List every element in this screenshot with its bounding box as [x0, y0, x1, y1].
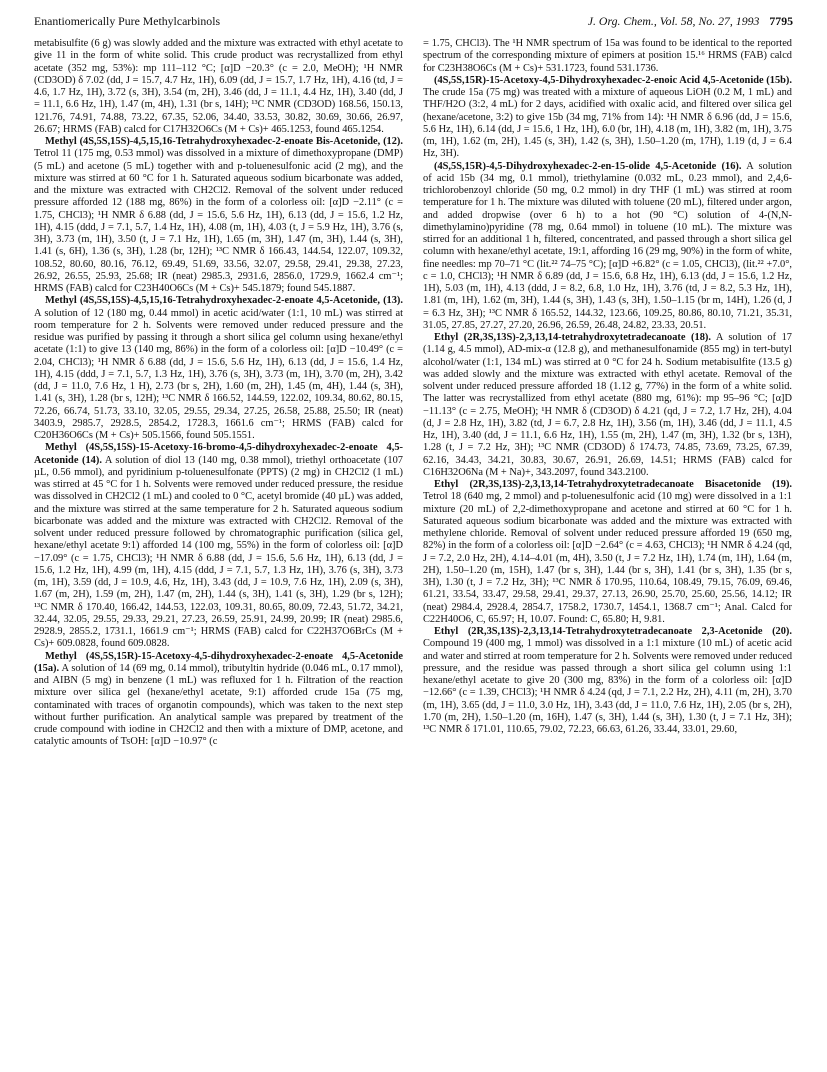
left-column: [34, 38, 403, 1064]
right-column: [423, 38, 792, 1064]
paragraph: [34, 442, 403, 650]
paragraph-body: A solution of 17 (1.14 g, 4.5 mmol), AD-mix-α (12.8 g), and methanesulfonamide (855 mg) in tert-butyl alcohol/water (1:1, 134 mL) was stirred at 0 °C for 24 h. Sodium metabisulfite (13.5 g) was added slowly and the mixture was extracted with ethyl acetate. Removal of the solvent under reduced pressure afforded 18 (1.12 g, 77%) in the form of a white solid. The latter was recrystallized from ethyl acetate (880 mg, 61%): mp 95–96 °C; [α]D −11.13° (c = 2.75, MeOH); ¹H NMR δ (CD3OD) δ 4.21 (qd, J = 7.2, 1.7 Hz, 2H), 4.04 (d, J = 2.8 Hz, 1H), 3.82 (td, J = 6.7, 2.8 Hz, 1H), 3.56 (m, 1H), 3.46 (dd, J = 11.1, 4.5 Hz, 1H), 3.40 (dd, J = 11.1, 6.6 Hz, 1H), 1.55 (m, 2H), 1.47 (m, 3H), 1.32 (br s, 13H), 1.28 (t, J = 7.2 Hz, 3H); ¹³C NMR (CD3OD) δ 174.73, 74.85, 73.69, 73.25, 67.39, 62.16, 34.43, 34.21, 30.83, 30.67, 26.91, 26.69, 14.51; HRMS (FAB) calcd for C16H32O6Na (M + Na)+, 343.2097, found 343.2100.: [423, 332, 792, 478]
paragraph-body: A solution of diol 13 (140 mg, 0.38 mmol), triethyl orthoacetate (107 µL, 0.56 mmol), and pyridinium p-toluenesulfonate (PPTS) (2 mg) in CH2Cl2 (1 mL) was stirred at 45 °C for 1 h. Solvents were removed under reduced pressure, the residue was dissolved in CH2Cl2 (1 mL) and cooled to 0 °C, acetyl bromide (40 µL) was added, and the mixture was stirred at the same temperature for 2 h. Saturated aqueous sodium bicarbonate was added and the mixture was extracted with CH2Cl2. Removal of the solvent under reduced pressure followed by chromatographic purification (silica gel, hexane/ethyl acetate 9:1) afforded 14 (100 mg, 55%) in the form of colorless oil: [α]D −17.09° (c = 1.75, CHCl3); ¹H NMR δ 6.88 (dd, J = 15.6, 5.6 Hz, 1H), 6.13 (dd, J = 15.6, 1.2 Hz, 1H), 4.99 (m, 1H), 4.15 (ddd, J = 7.1, 5.7, 1.3 Hz, 1H), 3.76 (s, 3H), 3.73 (m, 1H), 3.59 (dd, J = 10.9, 4.6, Hz, 1H), 3.43 (dd, J = 10.9, 7.6 Hz, 1H), 2.09 (s, 3H), 1.67 (m, 2H), 1.59 (m, 2H), 1.47 (m, 2H), 1.44 (s, 3H), 1.41 (s, 3H), 1.29 (br s, 12H); ¹³C NMR δ 170.40, 166.42, 144.53, 122.03, 109.31, 80.65, 80.09, 72.43, 51.72, 34.21, 32.44, 32.05, 29.55, 29.33, 29.21, 27.23, 26.59, 25.91, 24.99, 20.99; IR (neat) 2985.6, 2928.9, 2855.2, 1731.1, 1661.9 cm⁻¹; HRMS (FAB) calcd for C22H37O6BrCs (M + Cs)+ 609.0828, found 609.0828.: [34, 454, 403, 650]
paragraph: [34, 38, 403, 136]
paragraph-body: A solution of 12 (180 mg, 0.44 mmol) in acetic acid/water (1:1, 10 mL) was stirred at room temperature for 2 h. Solvents were removed under reduced pressure and the residue was purified by passing it through a short silica gel column using hexane/ethyl acetate (1:1) to give 13 (140 mg, 86%) in the form of a colorless oil: [α]D −10.49° (c = 2.04, CHCl3); ¹H NMR δ 6.88 (dd, J = 15.6, 5.6 Hz, 1H), 6.13 (dd, J = 15.6, 1.4 Hz, 1H), 4.15 (ddd, J = 7.1, 5.7, 1.3 Hz, 1H), 3.76 (s, 3H), 3.73 (m, 1H), 3.70 (m, 2H), 3.42 (dd, J = 11.0, 7.6 Hz, 1 H), 2.73 (br s, 2H), 1.60 (m, 2H), 1.45 (m, 4H), 1.44 (s, 3H), 1.41 (s, 3H), 1.28 (br s, 12H); ¹³C NMR δ 166.52, 144.59, 122.02, 109.34, 80.62, 80.15, 72.26, 66.74, 51.73, 33.10, 32.05, 29.55, 29.34, 27.25, 26.58, 25.88, 25.50; IR (neat) 3403.9, 2985.7, 2928.5, 2854.2, 1728.3, 1661.6 cm⁻¹; HRMS (FAB) calcd for C20H36O6Cs (M + Cs)+ 505.1566, found 505.1551.: [34, 307, 403, 441]
compound-heading: Ethyl (2R,3S,13S)-2,3,13,14-Tetrahydroxytetradecanoate 2,3-Acetonide (20).: [434, 626, 792, 637]
paragraph: [423, 161, 792, 333]
compound-heading: Methyl (4S,5S,15R)-15-Acetoxy-4,5-dihydroxyhexadec-2-enoate 4,5-Acetonide (15a).: [34, 650, 403, 674]
journal-reference: J. Org. Chem., Vol. 58, No. 27, 1993: [587, 14, 760, 28]
compound-heading: Ethyl (2R,3S,13S)-2,3,13,14-tetrahydroxytetradecanoate (18).: [434, 332, 711, 343]
compound-heading: Methyl (4S,5S,15S)-4,5,15,16-Tetrahydroxyhexadec-2-enoate Bis-Acetonide, (12).: [45, 136, 403, 147]
paragraph: [423, 38, 792, 75]
running-title: Enantiomerically Pure Methylcarbinols: [34, 14, 221, 28]
page-number: 7795: [769, 14, 793, 28]
paragraph: [423, 626, 792, 736]
paragraph: [34, 136, 403, 295]
paragraph: [423, 75, 792, 161]
paragraph-body: Compound 19 (400 mg, 1 mmol) was dissolved in a 1:1 mixture (10 mL) of acetic acid and water and stirred at room temperature for 2 h. Solvents were removed under reduced pressure, and the residue was passed through a short silica gel column using 1:1 hexane/ethyl acetate to give 20 (300 mg, 83%) in the form of a colorless oil: [α]D −12.66° (c = 1.39, CHCl3); ¹H NMR δ 4.24 (qd, J = 7.1, 2.2 Hz, 2H), 4.11 (m, 2H), 3.70 (m, 1H), 3.65 (dd, J = 11.0, 3.0 Hz, 1H), 3.43 (dd, J = 11.0, 7.6 Hz, 1H), 2.05 (br s, 2H), 1.70 (m, 2H), 1.50–1.20 (m, 16H), 1.47 (s, 3H), 1.44 (s, 3H), 1.30 (t, J = 7.1 Hz, 3H); ¹³C NMR δ 171.01, 110.65, 79.02, 72.23, 66.63, 61.26, 33.44, 33.01, 29.60,: [423, 638, 792, 735]
compound-heading: Ethyl (2R,3S,13S)-2,3,13,14-Tetrahydroxytetradecanoate Bisacetonide (19).: [434, 479, 792, 490]
compound-heading: Methyl (4S,5S,15S)-15-Acetoxy-16-bromo-4,5-dihydroxyhexadec-2-enoate 4,5-Acetonide (14).: [34, 442, 403, 466]
compound-heading: (4S,5S,15R)-4,5-Dihydroxyhexadec-2-en-15-olide 4,5-Acetonide (16).: [434, 160, 742, 172]
paragraph: [423, 332, 792, 479]
paragraph: [34, 295, 403, 442]
paragraph: [423, 479, 792, 626]
paragraph-body: A solution of acid 15b (34 mg, 0.1 mmol), triethylamine (0.032 mL, 0.23 mmol), and 2,4,6-trichlorobenzoyl chloride (50 mg, 0.2 mmol) in dry THF (1 mL) was stirred at room temperature for 1 h. The mixture was diluted with toluene (20 mL), filtered under argon, and added dropwise (over 6 h) to a hot (90 °C) solution of 4-(N,N-dimethylamino)pyridine (78 mg, 0.64 mmol) in toluene (10 mL). The mixture was stirred for an additional 1 h, filtered, concentrated, and passed through a short silica gel column with hexane/ethyl acetate, 19:1, affording 16 (29 mg, 90%) in the form of white, fine needles: mp 70–71 °C (lit.²² 74–75 °C); [α]D +6.82° (c = 1.05, CHCl3), (lit.²² +7.0°, c = 1.0, CHCl3); ¹H NMR δ 6.89 (dd, J = 15.6, 6.8 Hz, 1H), 6.13 (dd, J = 15.6, 1.2 Hz, 1H), 5.03 (m, 1H), 4.13 (ddd, J = 8.2, 6.8, 1.0 Hz, 1H), 3.76 (td, J = 8.2, 5.3 Hz, 1H), 1.81 (m, 1H), 1.62 (m, 3H), 1.44 (s, 3H), 1.43 (s, 3H), 1.50–1.15 (br m, 14H), 1.26 (d, J = 6.3 Hz, 3H); ¹³C NMR δ 165.52, 144.32, 123.66, 109.25, 80.86, 80.10, 71.21, 35.31, 31.05, 27.85, 27.27, 27.20, 26.96, 26.59, 26.48, 24.82, 23.33, 20.51.: [423, 160, 792, 331]
running-header: [34, 14, 793, 34]
paragraph-body: The crude 15a (75 mg) was treated with a mixture of aqueous LiOH (0.2 M, 1 mL) and THF/H2O (3:2, 4 mL) for 2 days, acidified with oxalic acid, and filtered over silica gel (hexane/acetone, 3:2) to give 15b (34 mg, 71% from 14): ¹H NMR δ 6.96 (dd, J = 15.6, 5.6 Hz, 1H), 6.14 (dd, J = 15.6, 1 Hz, 1H), 6.0 (br, 1H), 4.18 (m, 1H), 3.82 (m, 1H), 3.75 (m, 1H), 1.62 (m, 2H), 1.45 (s, 3H), 1.42 (s, 3H), 1.50–1.20 (m, 17H), 1.19 (d, J = 6.4 Hz, 3H).: [423, 87, 792, 160]
paragraph-body: Tetrol 11 (175 mg, 0.53 mmol) was dissolved in a mixture of dimethoxypropane (DMP) (5 mL) and acetone (5 mL) together with and p-toluenesulfonic acid (2 mg), and the mixture was stirred at 60 °C for 1 h. Saturated aqueous sodium bicarbonate was added, and the mixture was extracted with CH2Cl2. Removal of the solvent under reduced pressure afforded 12 (188 mg, 86%) in the form of a colorless oil: [α]D −2.11° (c = 1.75, CHCl3); ¹H NMR δ 6.88 (dd, J = 15.6, 5.6 Hz, 1H), 6.13 (dd, J = 15.6, 1.2 Hz, 1H), 4.15 (ddd, J = 7.1, 5.7, 1.4 Hz, 1H), 4.08 (m, 1H), 4.03 (t, J = 5.9 Hz, 1H), 3.76 (s, 3H), 3.73 (m, 1H), 3.50 (t, J = 7.1 Hz, 1H), 1.65 (m, 3H), 1.47 (m, 3H), 1.44 (s, 3H), 1.41 (s, 6H), 1.36 (s, 3H), 1.28 (br, 12H); ¹³C NMR δ 166.43, 144.54, 122.07, 109.32, 108.52, 80.60, 80.16, 76.12, 69.49, 51.69, 33.56, 32.07, 29.58, 29.41, 29.38, 27.23, 26.92, 26.55, 25.93, 25.68; IR (neat) 2985.3, 2931.6, 2856.0, 1729.9, 1662.4 cm⁻¹; HRMS (FAB) calcd for C23H40O6Cs (M + Cs)+ 545.1879; found 545.1887.: [34, 148, 403, 294]
compound-heading: (4S,5S,15R)-15-Acetoxy-4,5-Dihydroxyhexadec-2-enoic Acid 4,5-Acetonide (15b).: [434, 74, 792, 86]
paragraph-body: = 1.75, CHCl3). The ¹H NMR spectrum of 15a was found to be identical to the reported spectrum of the corresponding mixture of epimers at position 15.¹⁶ HRMS (FAB) calcd for C23H38O6Cs (M + Cs)+ 531.1723, found 531.1736.: [423, 38, 792, 74]
compound-heading: Methyl (4S,5S,15S)-4,5,15,16-Tetrahydroxyhexadec-2-enoate 4,5-Acetonide, (13).: [45, 295, 403, 307]
paragraph: [34, 651, 403, 749]
paragraph-body: Tetrol 18 (640 mg, 2 mmol) and p-toluenesulfonic acid (10 mg) were dissolved in a 1:1 mixture (20 mL) of 2,2-dimethoxypropane and acetone and stirred at 60 °C for 1 h. Saturated aqueous sodium bicarbonate was added and the mixture was extracted with methylene chloride. Removal of solvent under reduced pressure afforded 19 (650 mg, 82%) in the form of a colorless oil: [α]D −2.64° (c = 4.63, CHCl3); ¹H NMR δ 4.24 (qd, J = 7.2, 2.0 Hz, 2H), 4.14–4.01 (m, 4H), 3.50 (t, J = 7.2 Hz, 1H), 1.74 (m, 1H), 1.64 (m, 2H), 1.50–1.20 (m, 15H), 1.47 (br s, 3H), 1.44 (br s, 3H), 1.41 (br s, 3H), 1.35 (br s, 3H), 1.30 (t, J = 7.2 Hz, 3H); ¹³C NMR δ 170.95, 110.64, 108.49, 79.15, 76.09, 69.46, 61.21, 33.54, 33.47, 29.58, 29.41, 29.37, 27.13, 26.90, 25.70, 25.60, 25.56, 14.12; IR (neat) 2984.4, 2928.4, 2854.7, 1758.2, 1730.7, 1454.1, 1368.7 cm⁻¹; Anal. Calcd for C22H40O6, C, 65.97; H, 10.07. Found: C, 65.80; H, 9.81.: [423, 491, 792, 625]
text-columns: [34, 38, 793, 1064]
journal-citation: [588, 14, 793, 29]
paragraph-body: metabisulfite (6 g) was slowly added and the mixture was extracted with ethyl acetate to give 11 in the form of white solid. This crude product was recrystallized from ethyl acetate (352 mg, 53%): mp 111–112 °C; [α]D −20.3° (c = 2.0, MeOH); ¹H NMR (CD3OD) δ 7.02 (dd, J = 15.7, 4.7 Hz, 1H), 6.09 (dd, J = 15.7, 1.7 Hz, 1H), 4.16 (td, J = 4.6, 1.7 Hz, 1H), 3.72 (s, 3H), 3.54 (m, 2H), 3.46 (dd, J = 11.1, 4.4 Hz, 1H), 3.40 (dd, J = 11.1, 6.6 Hz, 1H), 1.47 (m, 4H), 1.31 (br s, 14H); ¹³C NMR (CD3OD) 168.56, 150.13, 121.76, 74.91, 74.88, 73.22, 67.35, 52.06, 34.40, 33.53, 30.82, 30.69, 30.66, 26.97, 26.67; HRMS (FAB) calcd for C17H32O6Cs (M + Cs)+ 465.1253, found 465.1254.: [34, 38, 403, 135]
paragraph-body: A solution of 14 (69 mg, 0.14 mmol), tributyltin hydride (0.046 mL, 0.17 mmol), and AIBN (5 mg) in benzene (1 mL) was refluxed for 1 h. Filtration of the reaction mixture over silica gel (hexane/ethyl acetate, 9:1) afforded crude 15a (75 mg, contaminated with traces of organotin compounds), which was taken to the next step without further purification. An analytical sample was prepared by treatment of the crude compound with iodine in CH2Cl2 and then with a mixture of DMP, acetone, and catalytic amounts of TsOH: [α]D −10.97° (c: [34, 662, 403, 748]
